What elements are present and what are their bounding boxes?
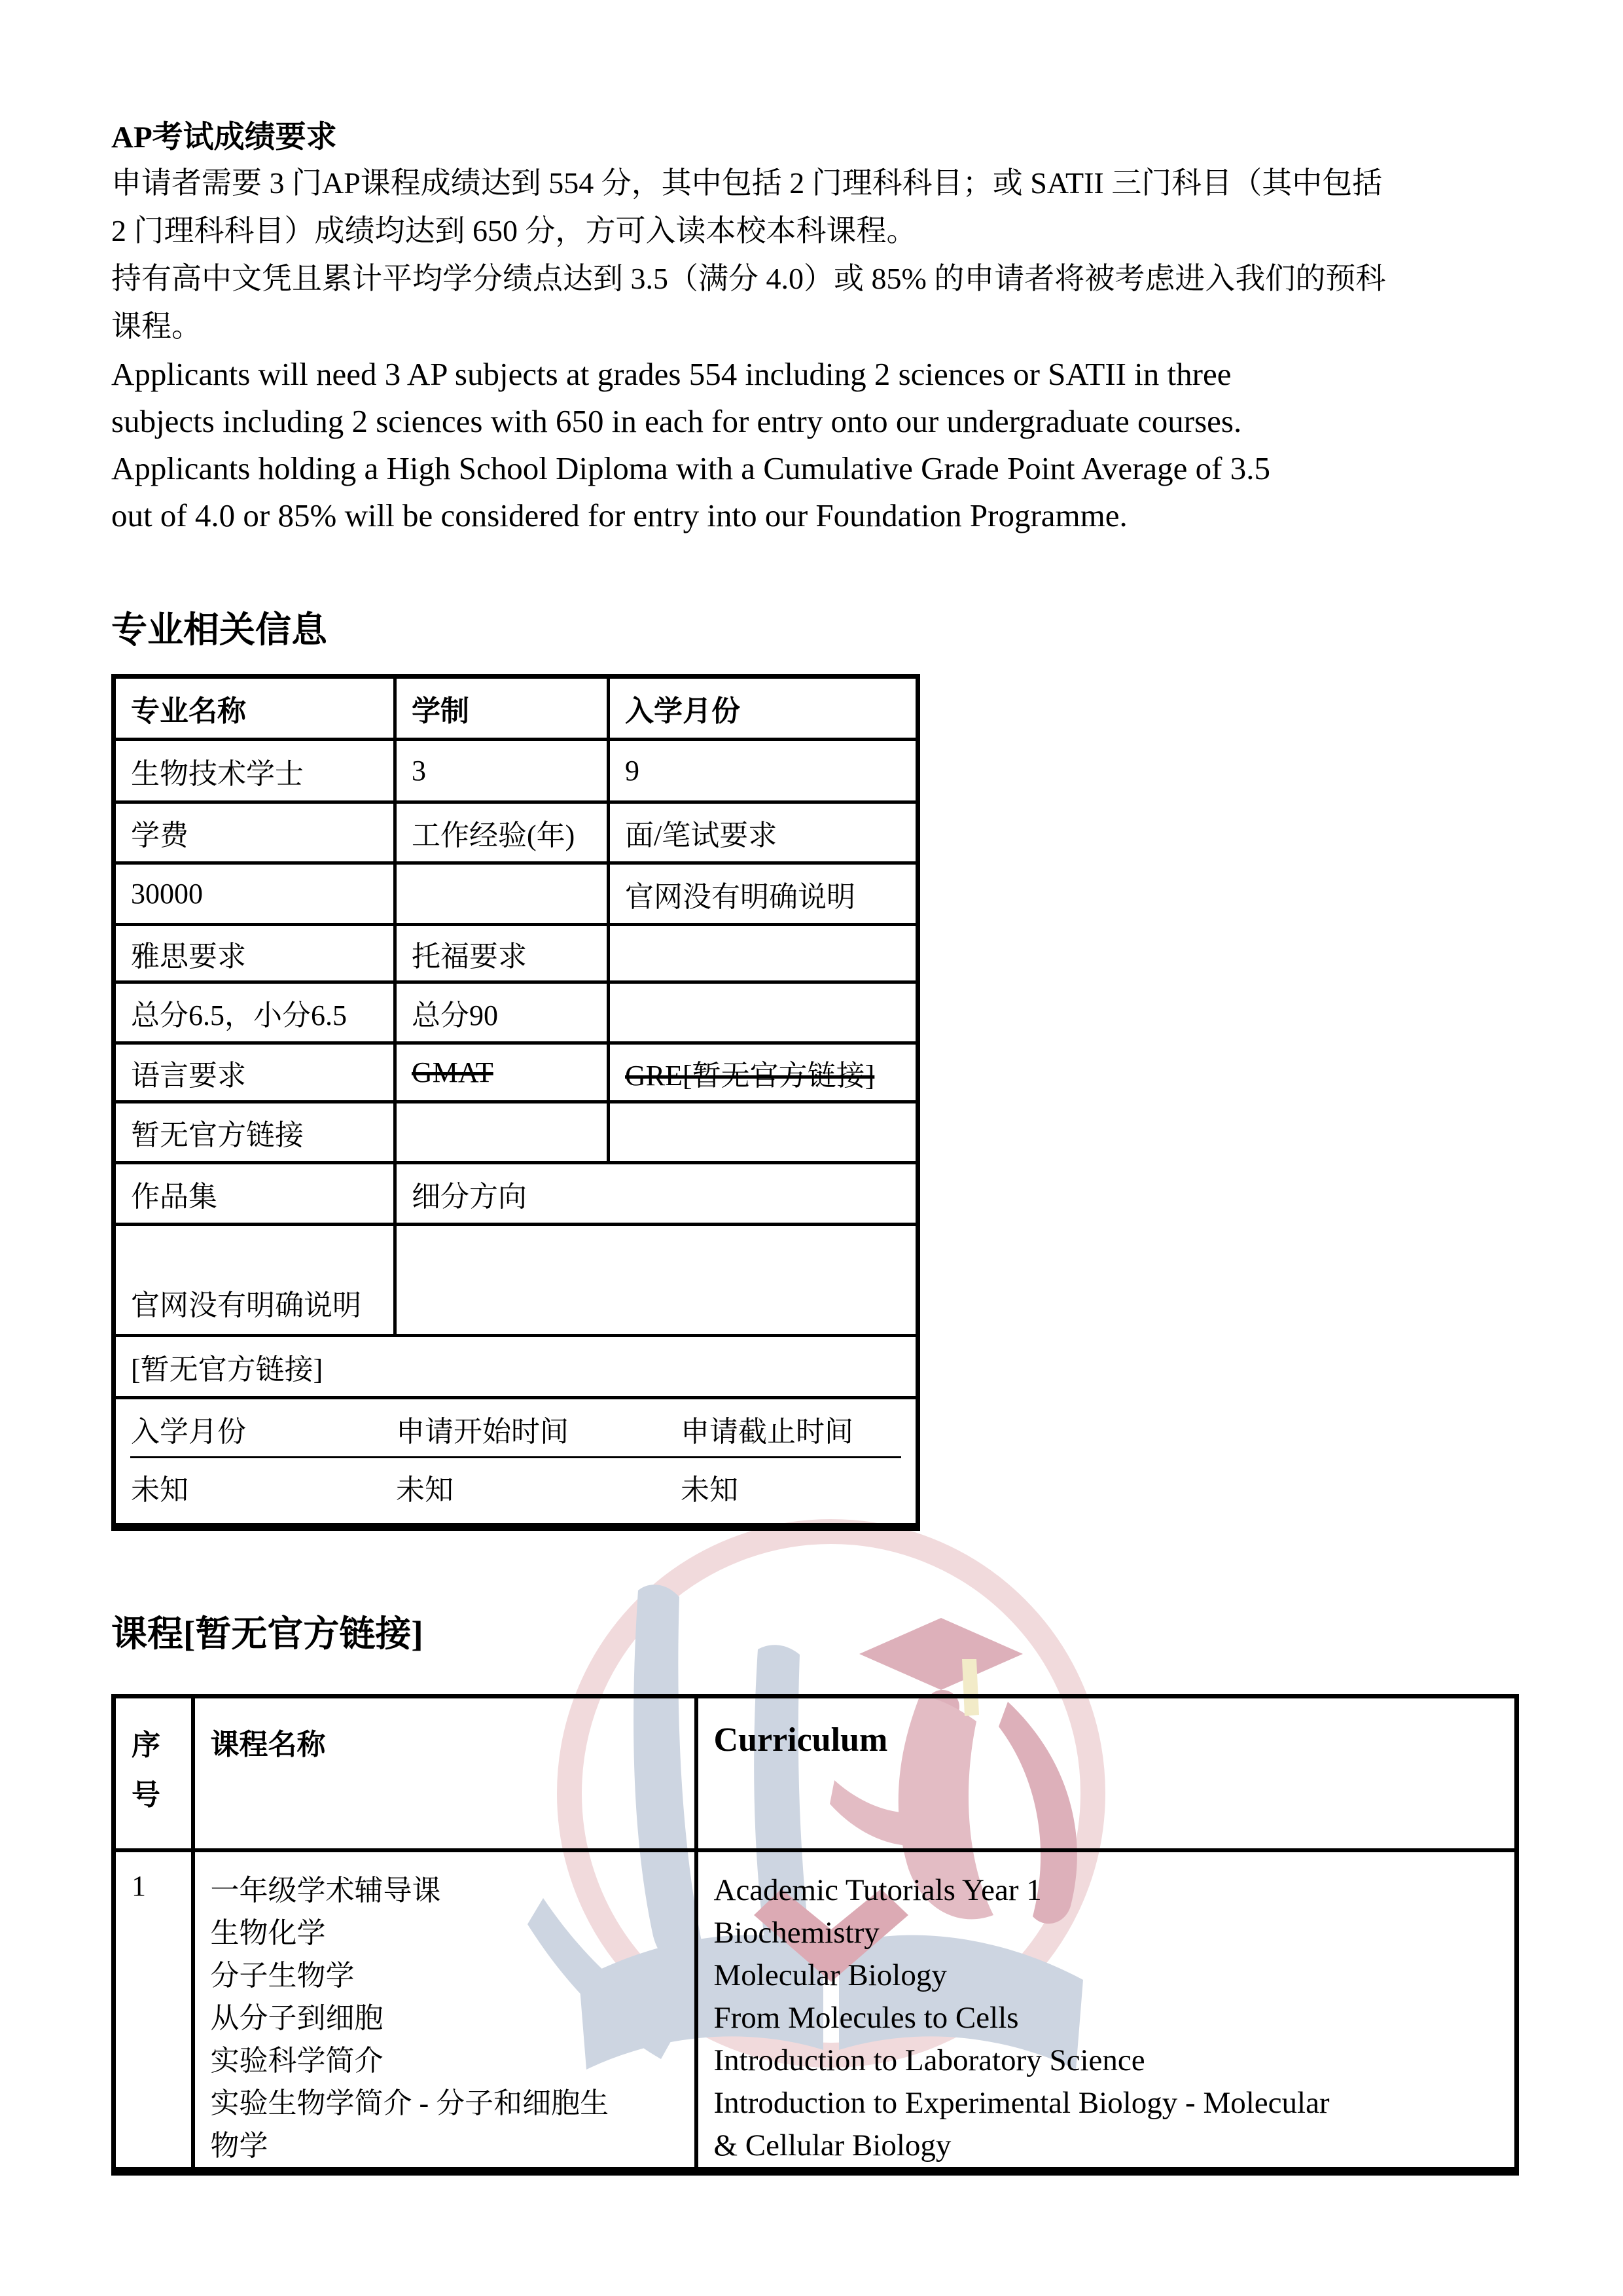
header-intake-month: 入学月份 [609,677,918,740]
cell-gre-strikethrough: GRE[暂无官方链接] [609,1043,918,1102]
schedule-headers [131,1408,910,1450]
course-name-line: 实验生物学简介 - 分子和细胞生 [210,2087,609,2119]
curriculum-line: Academic Tutorials Year 1 [713,1873,1042,1907]
cell-subdivision-label: 细分方向 [395,1163,918,1225]
table-row [114,863,918,925]
course-name-line: 实验科学简介 [210,2044,383,2077]
cell-empty [609,982,918,1043]
table-row [114,1225,918,1336]
cell-toefl-value: 总分90 [395,982,609,1043]
cell-empty [609,925,918,982]
table-row [114,1163,918,1225]
cell-empty [609,1102,918,1163]
cell-interview-label: 面/笔试要求 [609,802,918,863]
schedule-values-row [114,1458,918,1527]
curriculum-line: From Molecules to Cells [713,2000,1019,2035]
header-duration: 学制 [395,677,609,740]
header-sequence-number: 序号 [114,1696,193,1850]
table-row [114,1336,918,1398]
major-info-table [111,674,920,1531]
curriculum-line: Molecular Biology [713,1958,947,1992]
paragraph-line: out of 4.0 or 85% will be considered for entry into our Foundation Programme. [111,497,1128,533]
header-major-name: 专业名称 [114,677,395,740]
cell-intake-month: 9 [609,740,918,802]
cell-ielts-value: 总分6.5，小分6.5 [114,982,395,1043]
header-curriculum: Curriculum [696,1696,1517,1850]
cell-no-official-link-full: [暂无官方链接] [114,1336,918,1398]
paragraph-line: 2 门理科科目）成绩均达到 650 分，方可入读本校本科课程。 [111,214,917,247]
table-row [114,1850,1517,2172]
cell-empty [395,1102,609,1163]
cell-toefl-label: 托福要求 [395,925,609,982]
schedule-app-start-label: 申请开始时间 [396,1415,569,1448]
course-name-line: 物学 [210,2129,268,2162]
cell-tuition-value: 30000 [114,863,395,925]
header-course-name: 课程名称 [193,1696,696,1850]
schedule-values [131,1466,910,1508]
cell-curriculum-english [696,1850,1517,2172]
table-row [114,740,918,802]
schedule-header-row [114,1398,918,1458]
cell-duration: 3 [395,740,609,802]
schedule-intake-label: 入学月份 [131,1415,246,1448]
cell-course-names-chinese [193,1850,696,2172]
paragraph-line: 持有高中文凭且累计平均学分绩点达到 3.5（满分 4.0）或 85% 的申请者将被考虑进入我们的预科 [111,262,1386,295]
courses-heading: 课程[暂无官方链接] [111,1614,423,1654]
table-row [114,1043,918,1102]
schedule-header-cell [114,1398,918,1458]
cell-portfolio-value: 官网没有明确说明 [114,1225,395,1336]
table-row [114,925,918,982]
cell-language-label: 语言要求 [114,1043,395,1102]
curriculum-line: Introduction to Laboratory Science [713,2043,1145,2077]
cell-interview-value: 官网没有明确说明 [609,863,918,925]
cell-no-official-link: 暂无官方链接 [114,1102,395,1163]
course-name-line: 一年级学术辅导课 [210,1874,441,1907]
paragraph-line: Applicants will need 3 AP subjects at grades 554 including 2 sciences or SATII in three [111,356,1232,392]
curriculum-line: & Cellular Biology [713,2128,952,2162]
curriculum-line: Introduction to Experimental Biology - Molecular [713,2085,1330,2120]
ap-requirements-title: AP考试成绩要求 [111,120,337,154]
cell-empty [395,863,609,925]
schedule-app-deadline-label: 申请截止时间 [681,1415,853,1448]
paragraph-line: Applicants holding a High School Diploma with a Cumulative Grade Point Average of 3.5 [111,450,1270,486]
course-name-line: 从分子到细胞 [210,2001,383,2034]
ap-requirements-english-paragraph [111,351,1538,539]
cell-tuition-label: 学费 [114,802,395,863]
cell-sequence-number: 1 [114,1850,193,2172]
cell-gmat-strikethrough: GMAT [395,1043,609,1102]
table-row [114,982,918,1043]
schedule-divider-line [130,1456,901,1458]
cell-work-exp-label: 工作经验(年) [395,802,609,863]
table-row [114,802,918,863]
ap-requirements-chinese-paragraph [111,159,1538,350]
curriculum-table [111,1694,1519,2176]
schedule-intake-value: 未知 [131,1473,188,1506]
schedule-app-start-value: 未知 [396,1473,454,1506]
cell-ielts-label: 雅思要求 [114,925,395,982]
course-name-line: 分子生物学 [210,1959,355,1992]
major-info-heading: 专业相关信息 [111,610,328,650]
cell-empty [395,1225,918,1336]
course-name-line: 生物化学 [210,1916,326,1949]
paragraph-line: 课程。 [111,310,202,343]
paragraph-line: 申请者需要 3 门AP课程成绩达到 554 分，其中包括 2 门理科科目；或 SATII 三门科目（其中包括 [111,166,1383,200]
paragraph-line: subjects including 2 sciences with 650 in each for entry onto our undergraduate courses. [111,403,1242,439]
curriculum-line: Biochemistry [713,1915,880,1950]
cell-major-name: 生物技术学士 [114,740,395,802]
cell-portfolio-label: 作品集 [114,1163,395,1225]
table-header-row [114,1696,1517,1850]
schedule-values-cell [114,1458,918,1527]
table-header-row [114,677,918,740]
schedule-app-deadline-value: 未知 [681,1473,738,1506]
table-row [114,1102,918,1163]
